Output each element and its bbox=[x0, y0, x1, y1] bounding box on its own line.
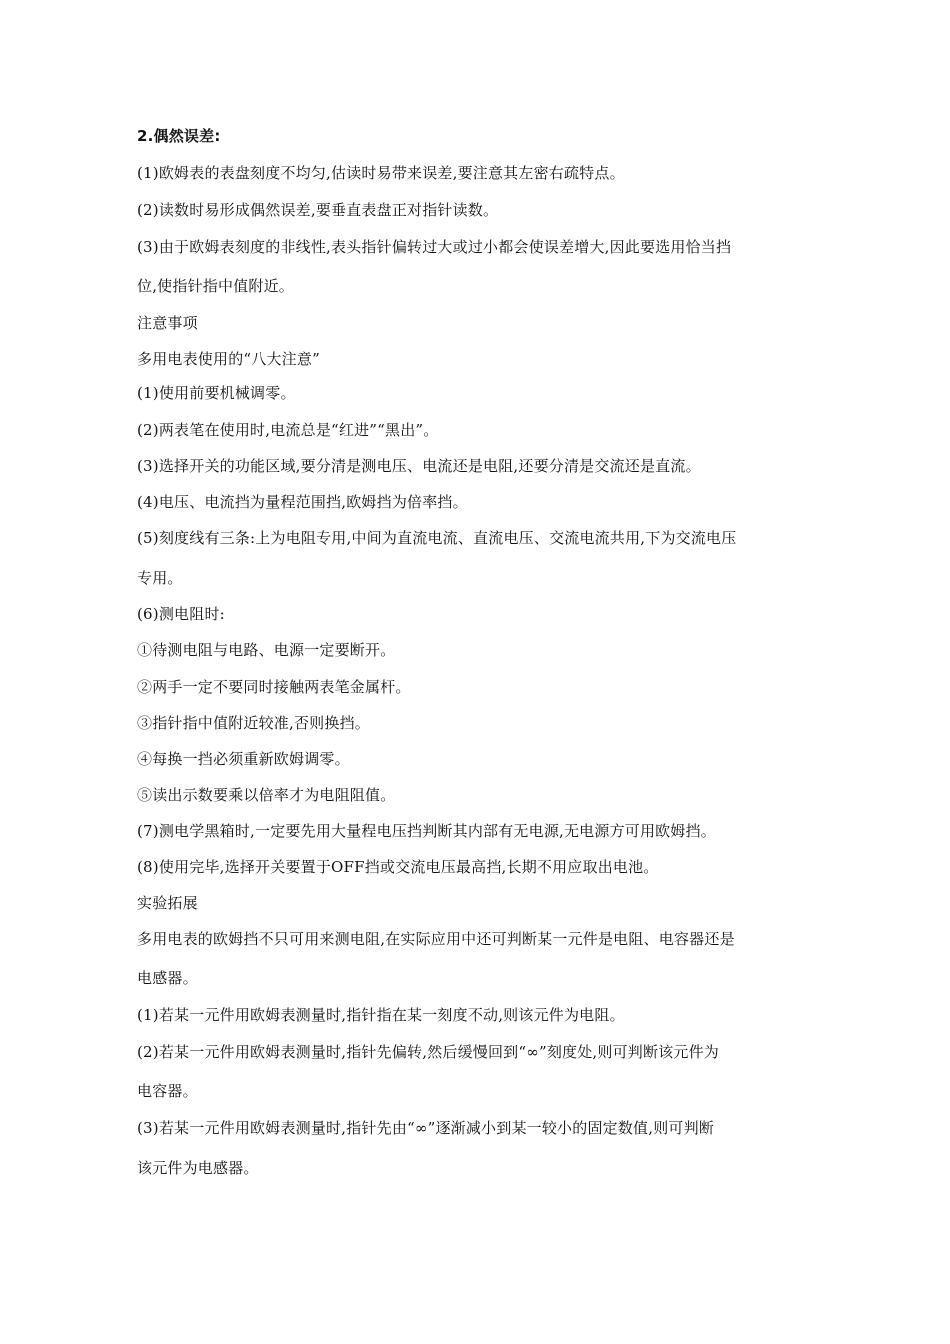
error-item-1: (1)欧姆表的表盘刻度不均匀,估读时易带来误差,要注意其左密右疏特点。 bbox=[137, 164, 625, 182]
error-item-3-line-2: 位,使指针指中值附近。 bbox=[137, 277, 294, 295]
note-item-2: (2)两表笔在使用时,电流总是“红进”“黑出”。 bbox=[137, 421, 439, 439]
extension-intro-line-2: 电感器。 bbox=[137, 969, 198, 987]
error-item-2: (2)读数时易形成偶然误差,要垂直表盘正对指针读数。 bbox=[137, 201, 499, 219]
note-item-4: (4)电压、电流挡为量程范围挡,欧姆挡为倍率挡。 bbox=[137, 493, 468, 511]
note-item-7: (7)测电学黑箱时,一定要先用大量程电压挡判断其内部有无电源,无电源方可用欧姆挡。 bbox=[137, 822, 716, 840]
extension-item-2-line-2: 电容器。 bbox=[137, 1082, 198, 1100]
resistance-point-3: ③指针指中值附近较准,否则换挡。 bbox=[137, 714, 370, 732]
note-item-1: (1)使用前要机械调零。 bbox=[137, 384, 296, 402]
extension-intro-line-1: 多用电表的欧姆挡不只可用来测电阻,在实际应用中还可判断某一元件是电阻、电容器还是 bbox=[137, 930, 735, 948]
note-item-3: (3)选择开关的功能区域,要分清是测电压、电流还是电阻,还要分清是交流还是直流。 bbox=[137, 457, 701, 475]
extension-item-2-line-1: (2)若某一元件用欧姆表测量时,指针先偏转,然后缓慢回到“∞”刻度处,则可判断该元件为 bbox=[137, 1043, 719, 1061]
notes-intro: 多用电表使用的“八大注意” bbox=[137, 350, 320, 368]
notes-title: 注意事项 bbox=[137, 314, 198, 332]
note-item-8: (8)使用完毕,选择开关要置于OFF挡或交流电压最高挡,长期不用应取出电池。 bbox=[137, 858, 659, 876]
extension-title: 实验拓展 bbox=[137, 894, 198, 912]
resistance-point-2: ②两手一定不要同时接触两表笔金属杆。 bbox=[137, 678, 411, 696]
error-item-3-line-1: (3)由于欧姆表刻度的非线性,表头指针偏转过大或过小都会使误差增大,因此要选用恰当挡 bbox=[137, 238, 732, 256]
note-item-6: (6)测电阻时: bbox=[137, 605, 225, 623]
resistance-point-5: ⑤读出示数要乘以倍率才为电阻阻值。 bbox=[137, 786, 396, 804]
note-item-5-line-2: 专用。 bbox=[137, 569, 183, 587]
resistance-point-1: ①待测电阻与电路、电源一定要断开。 bbox=[137, 641, 396, 659]
extension-item-3-line-1: (3)若某一元件用欧姆表测量时,指针先由“∞”逐渐减小到某一较小的固定数值,则可判断 bbox=[137, 1119, 715, 1137]
note-item-5-line-1: (5)刻度线有三条:上为电阻专用,中间为直流电流、直流电压、交流电流共用,下为交流电压 bbox=[137, 529, 737, 547]
resistance-point-4: ④每换一挡必须重新欧姆调零。 bbox=[137, 750, 350, 768]
section-heading: 2.偶然误差: bbox=[137, 127, 221, 145]
extension-item-3-line-2: 该元件为电感器。 bbox=[137, 1159, 259, 1177]
extension-item-1: (1)若某一元件用欧姆表测量时,指针指在某一刻度不动,则该元件为电阻。 bbox=[137, 1006, 625, 1024]
